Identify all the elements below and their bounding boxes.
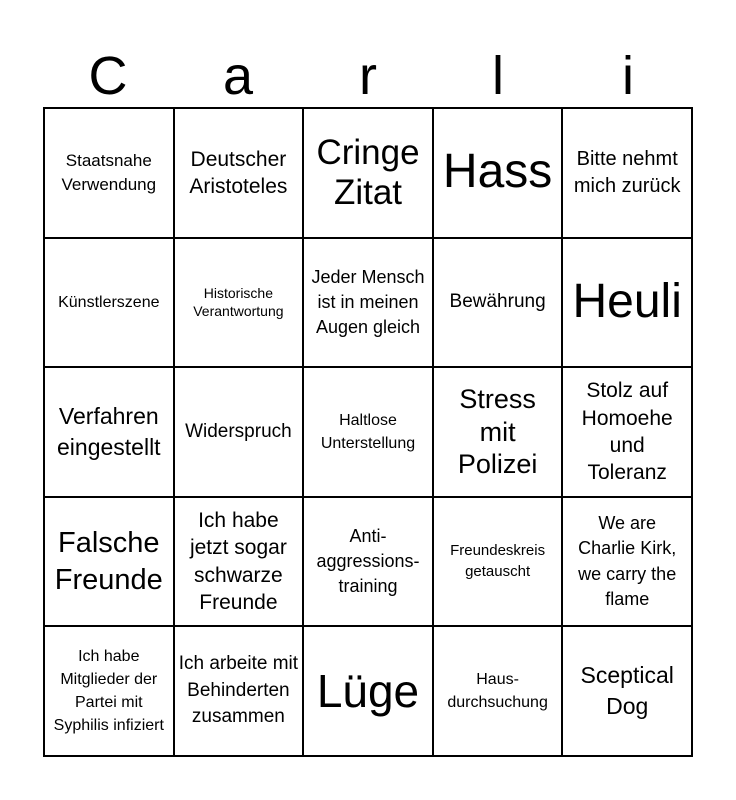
title-letter: C	[88, 46, 128, 106]
bingo-cell[interactable]: Jeder Mensch ist in meinen Augen gleich	[304, 239, 434, 369]
bingo-cell[interactable]: Freundeskreis getauscht	[434, 498, 564, 628]
bingo-cell[interactable]: Hass	[434, 109, 564, 239]
bingo-cell[interactable]: Ich arbeite mit Behinderten zusammen	[175, 627, 305, 757]
title-letter: l	[492, 46, 504, 106]
bingo-title	[43, 46, 693, 106]
title-letter: r	[359, 46, 377, 106]
bingo-cell[interactable]: Heuli	[563, 239, 693, 369]
bingo-cell[interactable]: Falsche Freunde	[45, 498, 175, 628]
title-letter: a	[222, 46, 254, 106]
bingo-grid	[43, 107, 693, 757]
bingo-cell[interactable]: Künstlerszene	[45, 239, 175, 369]
bingo-cell[interactable]: Historische Verantwortung	[175, 239, 305, 369]
bingo-cell[interactable]: Lüge	[304, 627, 434, 757]
bingo-cell[interactable]: Cringe Zitat	[304, 109, 434, 239]
bingo-cell[interactable]: Haus-durchsuchung	[434, 627, 564, 757]
bingo-cell[interactable]: Deutscher Aristoteles	[175, 109, 305, 239]
bingo-cell[interactable]: Stolz auf Homoehe und Toleranz	[563, 368, 693, 498]
bingo-cell[interactable]: Ich habe Mitglieder der Partei mit Syphilis infiziert	[45, 627, 175, 757]
bingo-cell[interactable]: Bewährung	[434, 239, 564, 369]
bingo-cell[interactable]: Stress mit Polizei	[434, 368, 564, 498]
bingo-cell[interactable]: Haltlose Unterstellung	[304, 368, 434, 498]
bingo-cell[interactable]: Ich habe jetzt sogar schwarze Freunde	[175, 498, 305, 628]
bingo-cell[interactable]: Sceptical Dog	[563, 627, 693, 757]
bingo-cell[interactable]: Verfahren eingestellt	[45, 368, 175, 498]
bingo-cell[interactable]: Widerspruch	[175, 368, 305, 498]
title-letter: i	[622, 46, 634, 106]
bingo-cell[interactable]: Staatsnahe Verwendung	[45, 109, 175, 239]
bingo-cell[interactable]: Bitte nehmt mich zurück	[563, 109, 693, 239]
bingo-cell[interactable]: We are Charlie Kirk, we carry the flame	[563, 498, 693, 628]
bingo-cell[interactable]: Anti-aggressions-training	[304, 498, 434, 628]
